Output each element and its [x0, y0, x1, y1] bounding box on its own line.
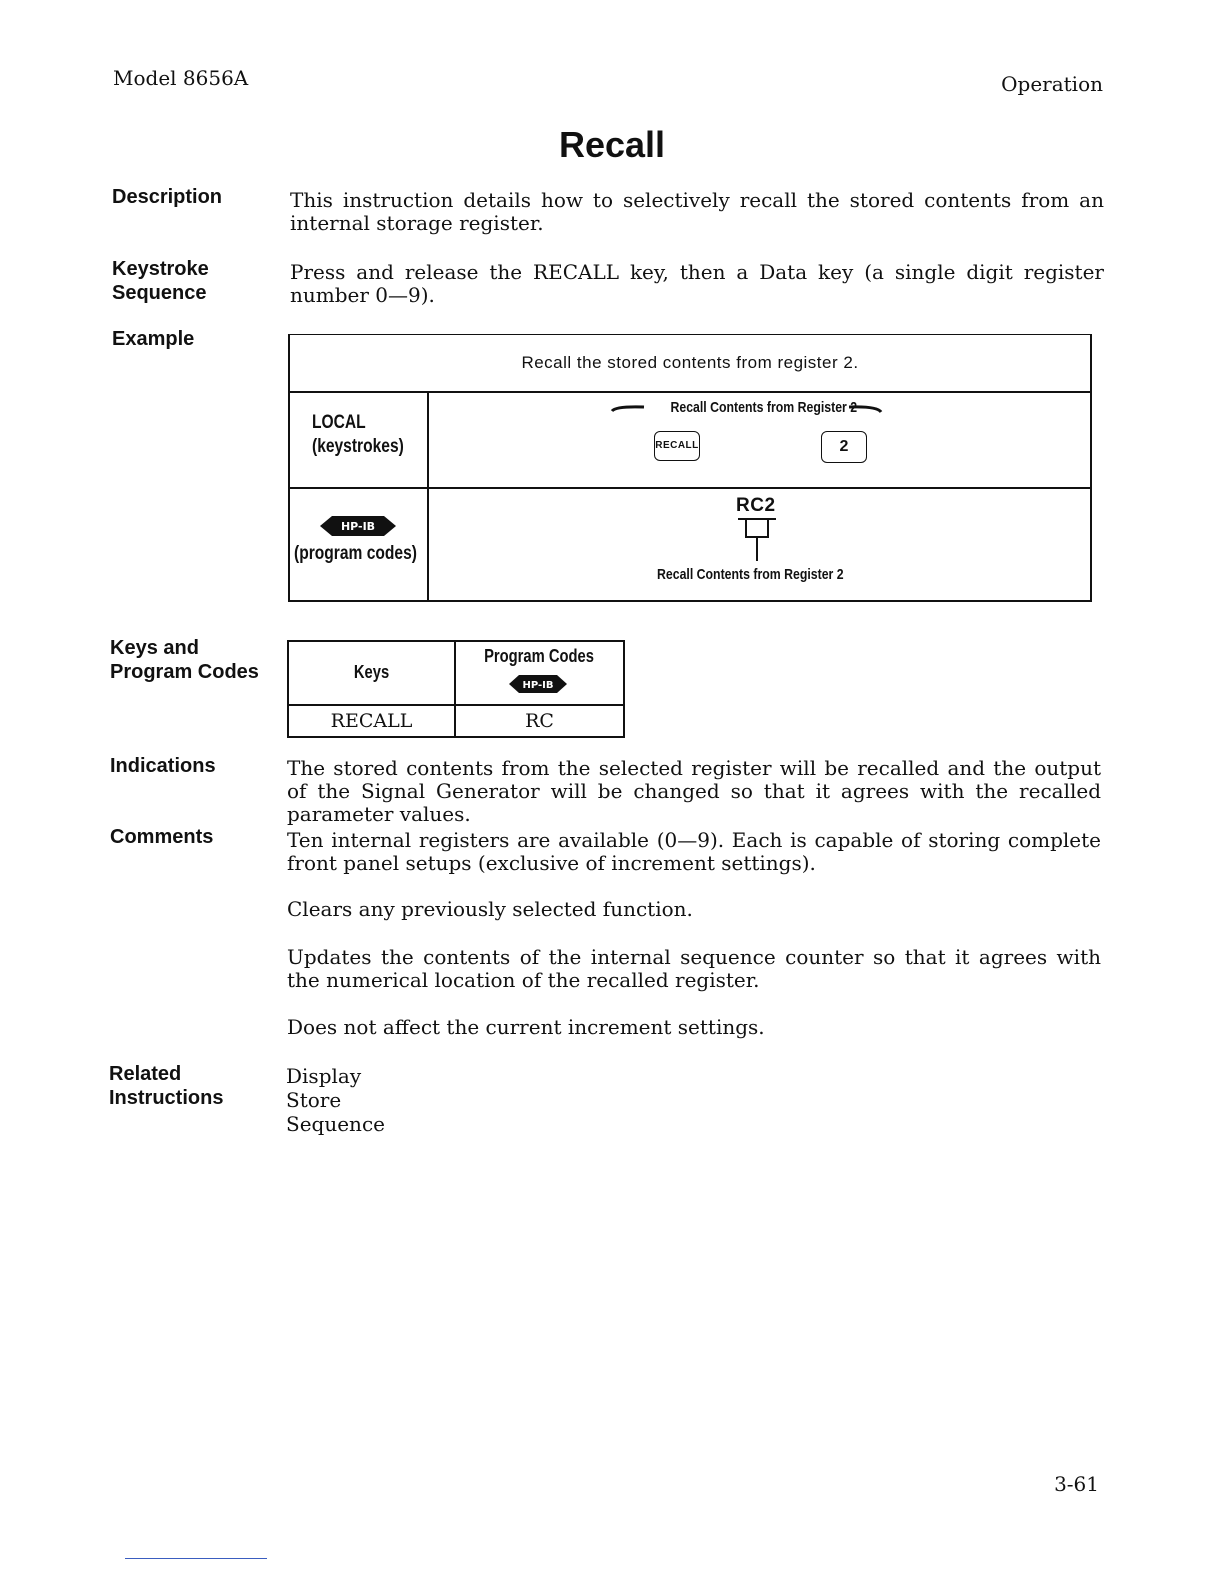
recall-key: RECALL [654, 431, 700, 461]
description-text: This instruction details how to selectively recall the stored contents from an internal storage register. [290, 188, 1104, 235]
label-indications: Indications [110, 755, 216, 777]
table-header-codes [456, 646, 623, 667]
label-keystroke-sequence [112, 257, 209, 305]
comment-paragraph: Updates the contents of the internal sequence counter so that it agrees with the numerical location of the recalled register. [287, 945, 1101, 992]
indications-text: The stored contents from the selected register will be recalled and the output of the Signal Generator will be changed so that it agrees with the recalled parameter values. [287, 756, 1101, 826]
table-header-codes-text: Program Codes [484, 646, 595, 666]
svg-text:HP-IB: HP-IB [340, 520, 376, 533]
svg-text:HP-IB: HP-IB [522, 680, 554, 691]
code-caption [657, 566, 885, 584]
label-keys-program-codes [110, 636, 259, 684]
table-cell-key: RECALL [330, 710, 413, 732]
local-label-line1: LOCAL [312, 412, 366, 433]
related-item-store: Store [286, 1088, 342, 1112]
related-item-sequence: Sequence [286, 1112, 385, 1136]
hp-ib-icon [318, 515, 398, 542]
keys-caption-text: Recall Contents from Register 2 [670, 399, 857, 416]
code-bracket-icon [736, 517, 778, 568]
program-codes-label [294, 543, 444, 565]
example-caption: Recall the stored contents from register 2. [521, 353, 859, 372]
program-code: RC2 [736, 495, 776, 516]
comment-paragraph: Clears any previously selected function. [287, 897, 693, 921]
page-title: Recall [558, 124, 666, 165]
example-divider [290, 487, 1090, 489]
local-keystrokes-label [312, 411, 424, 459]
label-comments: Comments [110, 826, 214, 848]
label-related-line2: Instructions [109, 1087, 224, 1109]
digit-2-key: 2 [821, 431, 867, 463]
label-related-instructions [109, 1062, 223, 1110]
table-cell-code: RC [525, 710, 554, 732]
page-number: 3-61 [1054, 1472, 1099, 1496]
example-box [288, 334, 1092, 602]
related-instructions-list [286, 1064, 385, 1136]
label-keys-line1: Keys and [110, 637, 199, 659]
label-keystroke-line2: Sequence [112, 282, 207, 304]
comment-paragraph: Ten internal registers are available (0—9). Each is capable of storing complete front panel setups (exclusive of increment settings). [287, 828, 1101, 875]
keys-program-codes-table [287, 640, 625, 738]
label-keys-line2: Program Codes [110, 661, 259, 683]
table-header-keys [289, 662, 454, 683]
label-example: Example [112, 328, 195, 350]
keys-caption [610, 399, 883, 417]
hp-ib-icon [507, 674, 569, 699]
local-label-line2: (keystrokes) [312, 436, 404, 457]
label-related-line1: Related [109, 1063, 182, 1085]
program-codes-label-text: (program codes) [294, 543, 417, 564]
table-row-divider [289, 704, 623, 706]
footer-rule [125, 1558, 267, 1559]
keystroke-text: Press and release the RECALL key, then a Data key (a single digit register number 0—9). [290, 260, 1104, 307]
header-section: Operation [1001, 72, 1103, 96]
example-column-divider [427, 391, 429, 600]
label-description: Description [112, 186, 223, 208]
header-model: Model 8656A [113, 66, 249, 90]
table-header-keys-text: Keys [353, 662, 390, 682]
label-keystroke-line1: Keystroke [112, 258, 209, 280]
comment-paragraph: Does not affect the current increment settings. [287, 1015, 765, 1039]
related-item-display: Display [286, 1064, 362, 1088]
example-divider [290, 391, 1090, 393]
code-caption-text: Recall Contents from Register 2 [657, 566, 844, 583]
